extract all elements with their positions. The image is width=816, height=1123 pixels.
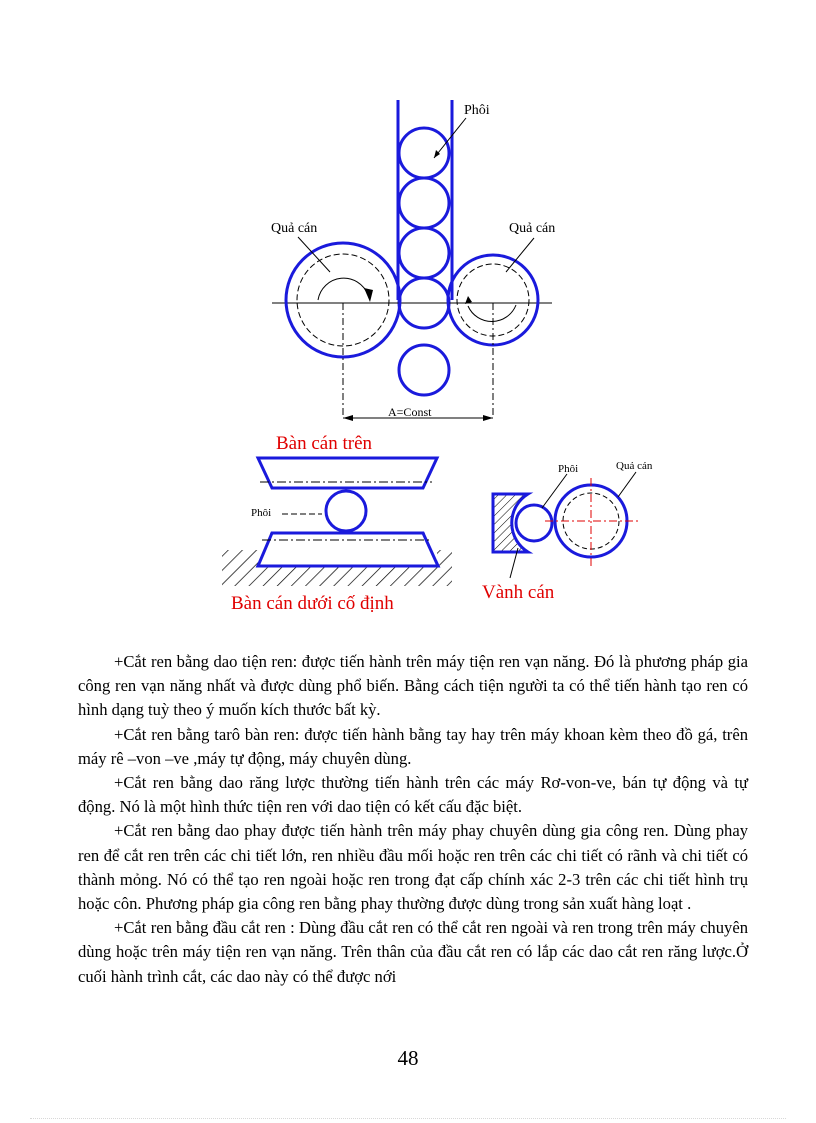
flat-die-diagram <box>222 433 452 614</box>
body-text <box>78 650 748 989</box>
right-roller-label: Quả cán <box>509 221 556 236</box>
left-roller-label: Quả cán <box>271 221 318 236</box>
roller-diagram <box>271 100 555 421</box>
bottom-die-label: Bàn cán dưới cố định <box>231 593 394 614</box>
paragraph-lathe-threading: +Cắt ren bằng dao tiện ren: được tiến hành trên máy tiện ren vạn năng. Đó là phương pháp gia công ren vạn năng nhất và được dùng phổ biến. Bằng cách tiện người ta có thể tiến hành tạo ren có hình dạng tuỳ theo ý muốn kích thước bất kỳ. <box>78 652 748 720</box>
blank-column <box>399 128 449 395</box>
bottom-divider <box>30 1118 786 1119</box>
flat-die-blank-label: Phôi <box>251 507 272 519</box>
segment-blank-label: Phôi <box>558 463 579 475</box>
distance-dimension <box>343 405 493 421</box>
paragraph-chaser: +Cắt ren bằng dao răng lược thường tiến hành trên các máy Rơ-von-ve, bán tự động và tự động. Nó là một hình thức tiện ren với dao tiện có kết cấu đặc biệt. <box>78 773 748 817</box>
segment-roller-label: Quả cán <box>616 460 653 472</box>
blank-label: Phôi <box>464 103 490 118</box>
paragraph-thread-milling: +Cắt ren bằng dao phay được tiến hành trên máy phay chuyên dùng gia công ren. Dùng phay ren để cắt ren trên các chi tiết lớn, ren nhiều đầu mối hoặc ren trên các chi tiết có rãnh và chi tiết có thành mỏng. Nó có thể tạo ren ngoài hoặc ren trong đạt cấp chính xác 2-3 trên các chi tiết hình trụ hoặc côn. Phương pháp gia công ren bằng phay thường được dùng trong sản xuất hàng loạt . <box>78 821 748 914</box>
left-roller <box>286 243 400 415</box>
top-die-label: Bàn cán trên <box>276 433 373 454</box>
distance-label: A=Const <box>388 405 432 419</box>
right-roller <box>448 255 538 415</box>
segment-label: Vành cán <box>482 582 555 603</box>
paragraph-die-head: +Cắt ren bằng đầu cắt ren : Dùng đầu cắt ren có thể cắt ren ngoài và ren trong trên máy chuyên dùng hoặc trên máy tiện ren vạn năng. Trên thân của đầu cắt ren có lắp các dao cắt ren răng lược.Ở cuối hành trình cắt, các dao này có thể được nới <box>78 918 748 986</box>
page-number: 48 <box>397 1046 419 1070</box>
paragraph-tap-die: +Cắt ren bằng tarô bàn ren: được tiến hành bằng tay hay trên máy khoan kèm theo đồ gá, trên máy rê –von –ve ,máy tự động, máy chuyên dùng. <box>78 724 748 768</box>
segment-roller-diagram <box>482 460 653 603</box>
